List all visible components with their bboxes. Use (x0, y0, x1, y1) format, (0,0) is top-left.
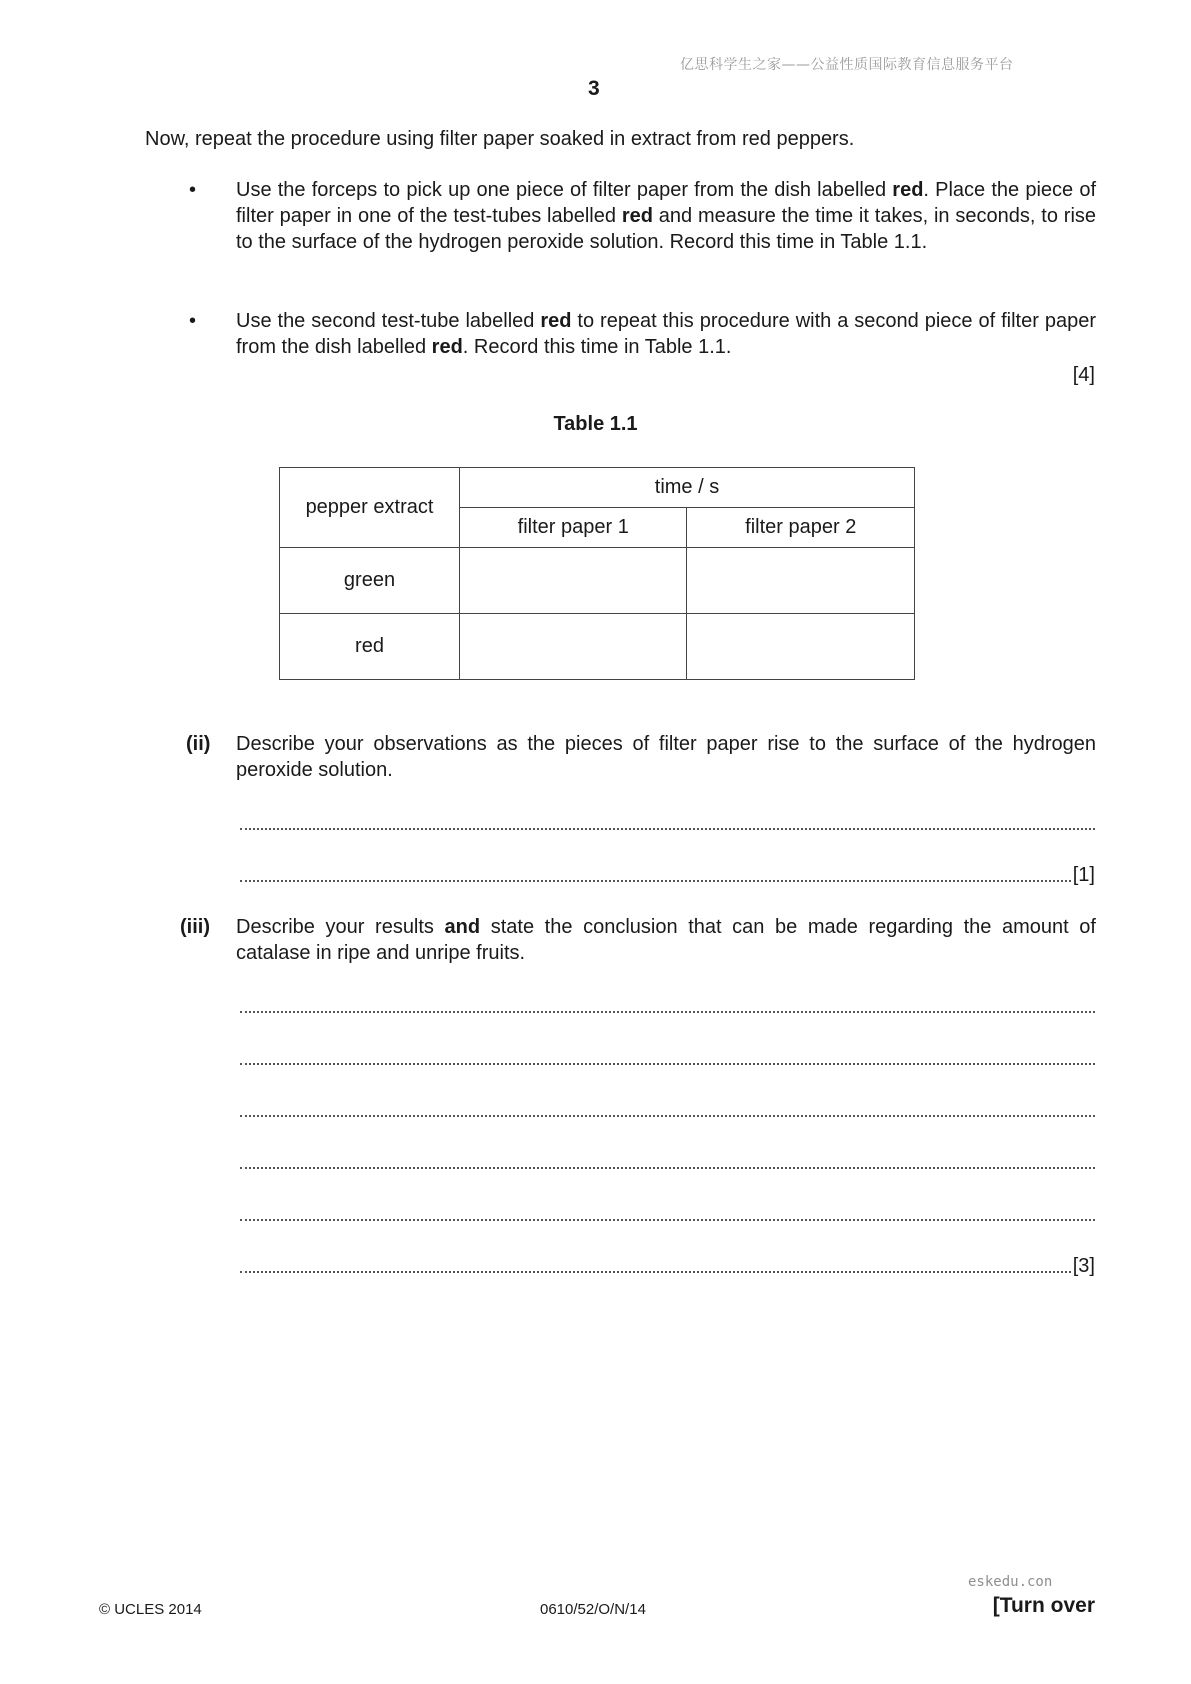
answer-line-iii-2[interactable] (240, 1045, 1095, 1071)
table-row (280, 548, 915, 614)
header-filter-paper-2: filter paper 2 (687, 508, 915, 548)
bullet-marker: • (189, 179, 197, 201)
answer-line-iii-1[interactable] (240, 993, 1095, 1019)
question-iii-text: Describe your results and state the conclusion that can be made regarding the amount of catalase in ripe and unripe fruits. (236, 916, 1096, 964)
answer-line-iii-3[interactable] (240, 1097, 1095, 1123)
cell-red-filter-paper-1[interactable] (460, 614, 687, 680)
table-title: Table 1.1 (553, 413, 638, 435)
question-ii-text: Describe your observations as the pieces of filter paper rise to the surface of the hydrogen peroxide solution. (236, 733, 1096, 781)
bullet-1-text: Use the forceps to pick up one piece of filter paper from the dish labelled red. Place the piece of filter paper in one of the test-tubes labelled red and measure the time it takes, in seconds, to rise to the surface of the hydrogen peroxide solution. Record this time in Table 1.1. (236, 179, 1097, 253)
header-filter-paper-1: filter paper 1 (460, 508, 687, 548)
header-pepper-extract: pepper extract (280, 468, 460, 548)
answer-line-iii-5[interactable] (240, 1201, 1095, 1227)
marks-bullets: [4] (1072, 364, 1095, 386)
footer-copyright: © UCLES 2014 (99, 1601, 202, 1618)
header-watermark: 亿思科学生之家——公益性质国际教育信息服务平台 (680, 57, 1014, 73)
turn-over-label: [Turn over (992, 1594, 1095, 1617)
marks-iii: [3] (1072, 1255, 1095, 1277)
bullet-marker: • (189, 310, 197, 332)
marks-ii: [1] (1072, 864, 1095, 886)
page-number: 3 (588, 77, 600, 100)
intro-text: Now, repeat the procedure using filter paper soaked in extract from red peppers. (145, 128, 855, 150)
answer-line-ii-1[interactable] (240, 810, 1095, 836)
answer-line-ii-2[interactable] (240, 862, 1095, 888)
question-iii-label: (iii) (180, 916, 210, 938)
results-table (279, 467, 915, 680)
row-label-green: green (280, 548, 460, 614)
row-label-red: red (280, 614, 460, 680)
cell-green-filter-paper-1[interactable] (460, 548, 687, 614)
bullet-2-text: Use the second test-tube labelled red to repeat this procedure with a second piece of filter paper from the dish labelled red. Record this time in Table 1.1. (236, 310, 1096, 358)
cell-red-filter-paper-2[interactable] (687, 614, 915, 680)
answer-line-iii-4[interactable] (240, 1149, 1095, 1175)
question-ii-label: (ii) (186, 733, 211, 755)
answer-line-iii-6[interactable] (240, 1253, 1095, 1279)
header-time: time / s (460, 468, 915, 508)
footer-watermark: eskedu.con (968, 1574, 1053, 1590)
footer-paper-code: 0610/52/O/N/14 (540, 1601, 646, 1618)
table-row (280, 614, 915, 680)
cell-green-filter-paper-2[interactable] (687, 548, 915, 614)
